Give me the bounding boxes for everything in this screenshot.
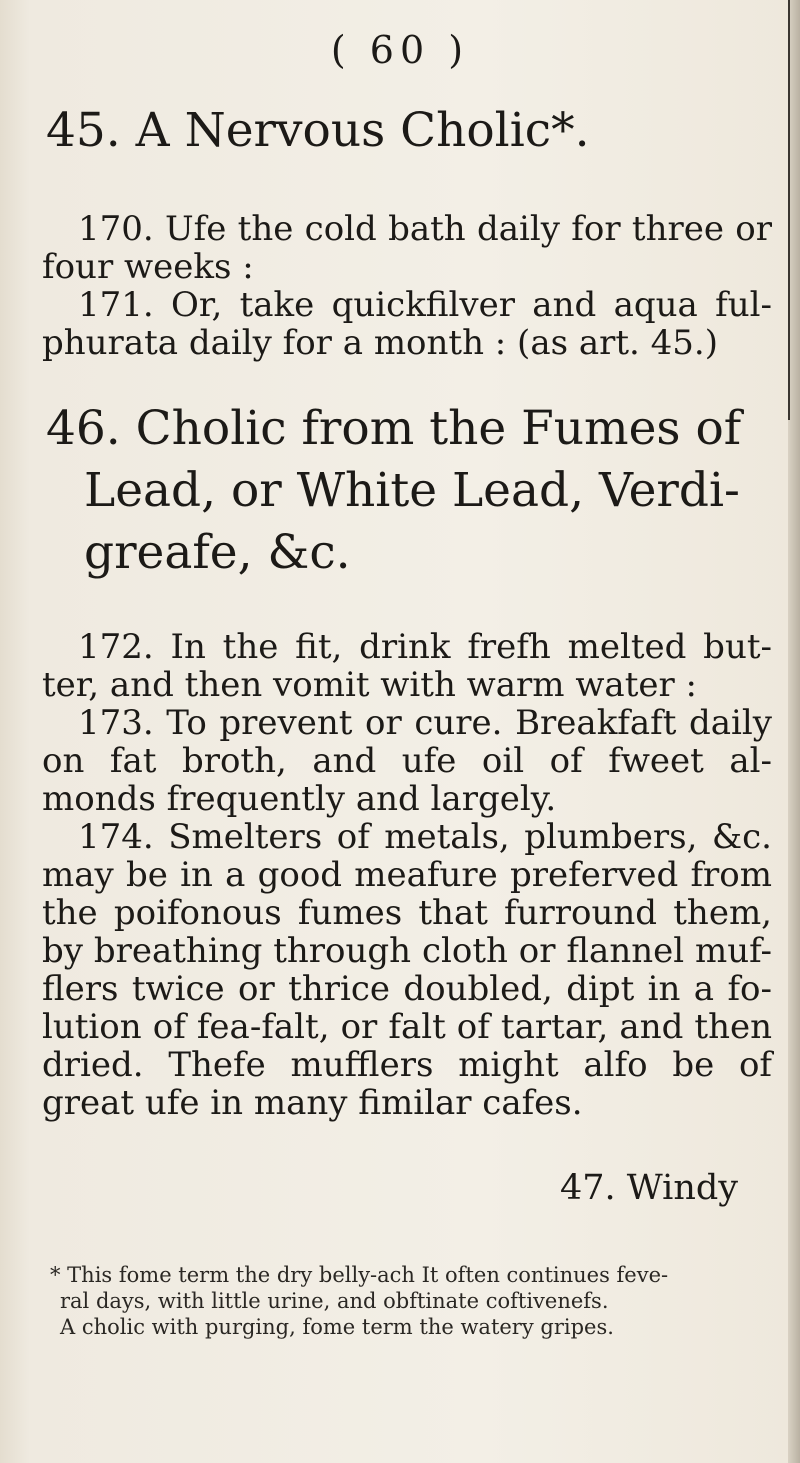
paragraph-172: 172. In the fit, drink frefh melted but- ter, and then vomit with warm water : [42,627,772,705]
heading-line-1: 46. Cholic from the Fumes of [46,401,742,456]
footnote-line-2: ral days, with little urine, and obftinate coftivenefs. [60,1289,609,1313]
paragraph-173: 173. To prevent or cure. Breakfaft daily on fat broth, and ufe oil of fweet al- monds frequently and largely. [42,703,772,819]
footnote [50,1262,770,1340]
page-number: ( 60 ) [330,28,470,72]
paragraph-174: 174. Smelters of metals, plumbers, &c. may be in a good meafure preferved from the poifonous fumes that furround them, by breathing through cloth or flannel muf- flers twice or thrice doubled, dipt in a fo- lution of fea-falt, or falt of tartar, and then dried. Thefe mufflers might alfo be of great ufe in many fimilar cafes. [42,817,772,1123]
page-edge-line [788,0,790,420]
paragraph-171: 171. Or, take quickfilver and aqua ful- phurata daily for a month : (as art. 45.) [42,285,772,363]
footnote-line-3: A cholic with purging, fome term the watery gripes. [60,1315,614,1339]
paragraph-170: 170. Ufe the cold bath daily for three or four weeks : [42,209,772,287]
section-heading-46 [46,398,776,584]
footnote-line-1: * This fome term the dry belly-ach It often continues feve- [50,1263,669,1287]
section-46-body [42,628,772,1122]
section-45-body [42,210,772,362]
heading-line-2: Lead, or White Lead, Verdi- [84,463,740,518]
heading-line-3: greafe, &c. [84,525,351,580]
catchword: 47. Windy [560,1168,739,1208]
section-heading-45: 45. A Nervous Cholic*. [46,103,590,158]
